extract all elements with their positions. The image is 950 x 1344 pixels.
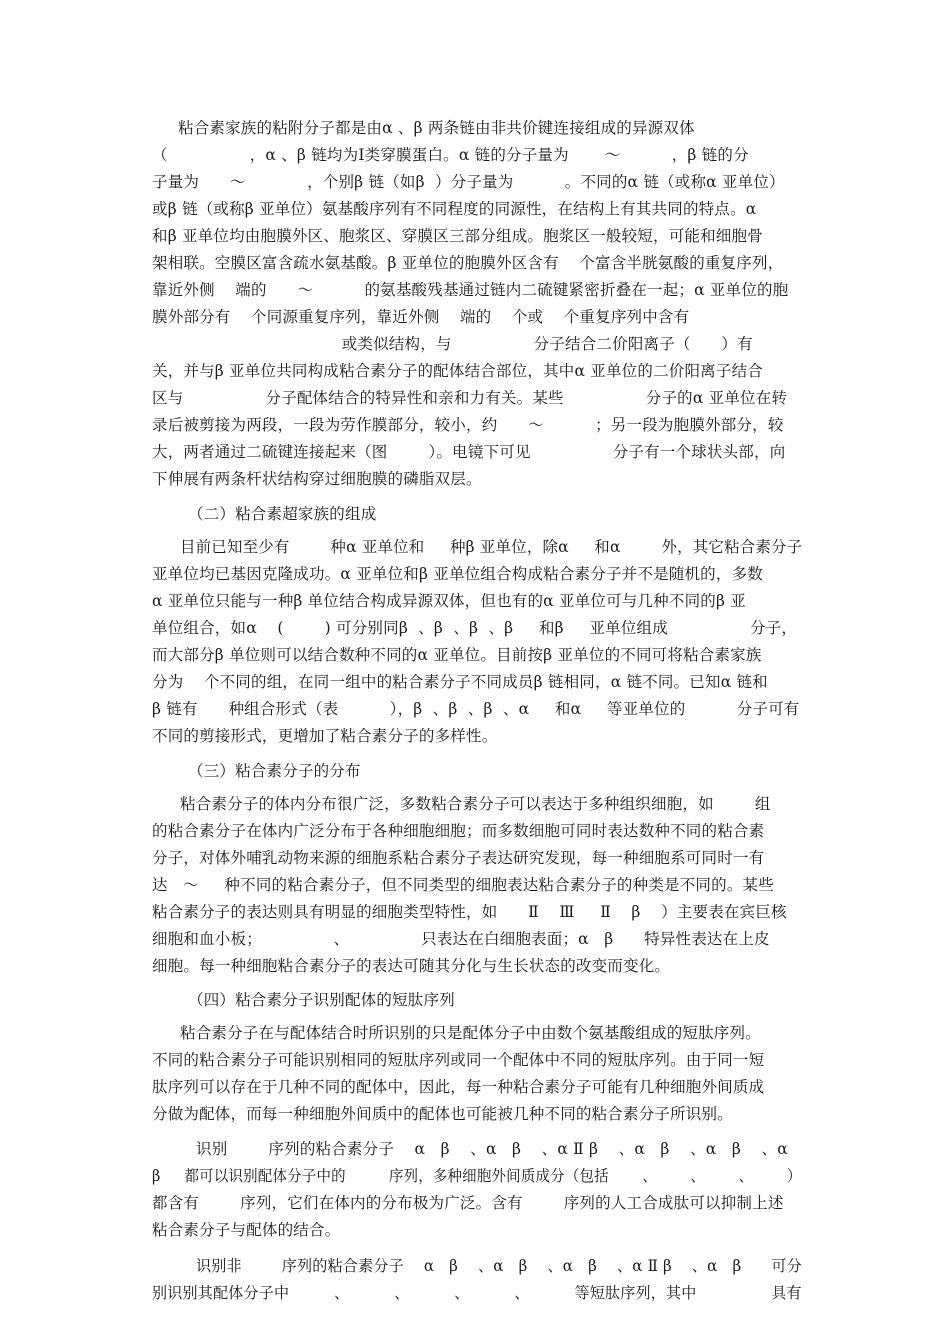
section-heading: （三）粘合素分子的分布 <box>188 762 361 780</box>
section-heading: （二）粘合素超家族的组成 <box>188 505 377 523</box>
text-line: 细胞。每一种细胞粘合素分子的表达可随其分化与生长状态的改变而变化。 <box>152 957 671 975</box>
text-line: 大，两者通过二硫键连接起来（图 ）。电镜下可见 分子有一个球状头部，向 <box>152 443 786 461</box>
text-line: 录后被剪接为两段，一段为劳作膜部分，较小，约 ～ ；另一段为胞膜外部分，较 <box>152 416 784 434</box>
text-line: β 都可以识别配体分子中的 序列，多种细胞外间质成分（包括 、 、 、 ） <box>152 1167 802 1185</box>
text-line: 别识别其配体分子中 、 、 、 、 等短肽序列，其中 具有 <box>152 1284 802 1302</box>
text-line: 粘合素家族的粘附分子都是由α 、β 两条链由非共价键连接组成的异源双体 <box>178 119 695 137</box>
text-line: 或类似结构，与 分子结合二价阳离子（ ）有 <box>152 335 753 353</box>
text-line: 单位组合，如α ( ) 可分别同β 、β 、β 、β 和β 亚单位组成 分子， <box>152 619 798 637</box>
text-line: 粘合素分子与配体的结合。 <box>152 1221 341 1239</box>
text-line: 粘合素分子的表达则具有明显的细胞类型特性，如 Ⅱ Ⅲ Ⅱ β ）主要表在宾巨核 <box>152 903 787 921</box>
text-line: 膜外部分有 个同源重复序列，靠近外侧 端的 个或 个重复序列中含有 <box>152 308 690 326</box>
text-line: 或β 链（或称β 亚单位）氨基酸序列有不同程度的同源性，在结构上有其共同的特点。α <box>152 200 757 218</box>
text-line: 都含有 序列，它们在体内的分布极为广泛。含有 序列的人工合成肽可以抑制上述 <box>152 1194 784 1212</box>
text-line: β 链有 种组合形式（表 ），β 、β 、β 、α 和α 等亚单位的 分子可有 <box>152 700 800 718</box>
text-line: 分为 个不同的组，在同一组中的粘合素分子不同成员β 链相同，α 链不同。已知α 链和 <box>152 673 768 691</box>
text-line: α 亚单位只能与一种β 单位结合构成异源双体，但也有的α 亚单位可与几种不同的β 亚 <box>152 592 746 610</box>
text-line: 细胞和血小板； 、 只表达在白细胞表面；α β 特异性表达在上皮 <box>152 930 770 948</box>
text-line: 达 ～ 种不同的粘合素分子，但不同类型的细胞表达粘合素分子的种类是不同的。某些 <box>152 876 774 894</box>
text-line: 分做为配体，而每一种细胞外间质中的配体也可能被几种不同的粘合素分子所识别。 <box>152 1105 733 1123</box>
text-line: 亚单位均已基因克隆成功。α 亚单位和β 亚单位组合构成粘合素分子并不是随机的，多数 <box>152 565 763 583</box>
text-line: 靠近外侧 端的 ～ 的氨基酸残基通过链内二硫键紧密折叠在一起；α 亚单位的胞 <box>152 281 789 299</box>
text-line: 下伸展有两条杆状结构穿过细胞膜的磷脂双层。 <box>152 470 482 488</box>
text-line: 区与 分子配体结合的特异性和亲和力有关。某些 分子的α 亚单位在转 <box>152 389 788 407</box>
text-line: 识别非 序列的粘合素分子 α β 、α β 、α β 、α Ⅱ β 、α β 可分 <box>196 1257 802 1275</box>
text-line: 子量为 ～ ，个别β 链（如β ）分子量为 。不同的α 链（或称α 亚单位） <box>152 173 785 191</box>
text-line: 和β 亚单位均由胞膜外区、胞浆区、穿膜区三部分组成。胞浆区一般较短，可能和细胞骨 <box>152 227 763 245</box>
text-line: 不同的粘合素分子可能识别相同的短肽序列或同一个配体中不同的短肽序列。由于同一短 <box>152 1051 765 1069</box>
text-line: 粘合素分子的体内分布很广泛，多数粘合素分子可以表达于多种组织细胞，如 组 <box>180 795 771 813</box>
text-line: 架相联。空膜区富含疏水氨基酸。β 亚单位的胞膜外区含有 个富含半胱氨酸的重复序列， <box>152 254 784 272</box>
text-line: 肽序列可以存在于几种不同的配体中，因此，每一种粘合素分子可能有几种细胞外间质成 <box>152 1078 765 1096</box>
text-line: 而大部分β 单位则可以结合数种不同的α 亚单位。目前按β 亚单位的不同可将粘合素家族 <box>152 646 762 664</box>
text-line: （ ，α 、β 链均为Ⅰ类穿膜蛋白。α 链的分子量为 ～ ，β 链的分 <box>152 146 749 164</box>
text-line: 分子，对体外哺乳动物来源的细胞系粘合素分子表达研究发现，每一种细胞系可同时一有 <box>152 849 765 867</box>
text-line: 的粘合素分子在体内广泛分布于各种细胞细胞；而多数细胞可同时表达数种不同的粘合素 <box>152 822 765 840</box>
text-line: 目前已知至少有 种α 亚单位和 种β 亚单位，除α 和α 外，其它粘合素分子 <box>180 538 803 556</box>
text-line: 不同的剪接形式，更增加了粘合素分子的多样性。 <box>152 727 498 745</box>
text-line: 识别 序列的粘合素分子 α β 、α β 、α Ⅱ β 、α β 、α β 、α <box>196 1140 788 1158</box>
section-heading: （四）粘合素分子识别配体的短肽序列 <box>188 991 455 1009</box>
text-line: 粘合素分子在与配体结合时所识别的只是配体分子中由数个氨基酸组成的短肽序列。 <box>180 1024 761 1042</box>
text-line: 关，并与β 亚单位共同构成粘合素分子的配体结合部位，其中α 亚单位的二价阳离子结合 <box>152 362 763 380</box>
